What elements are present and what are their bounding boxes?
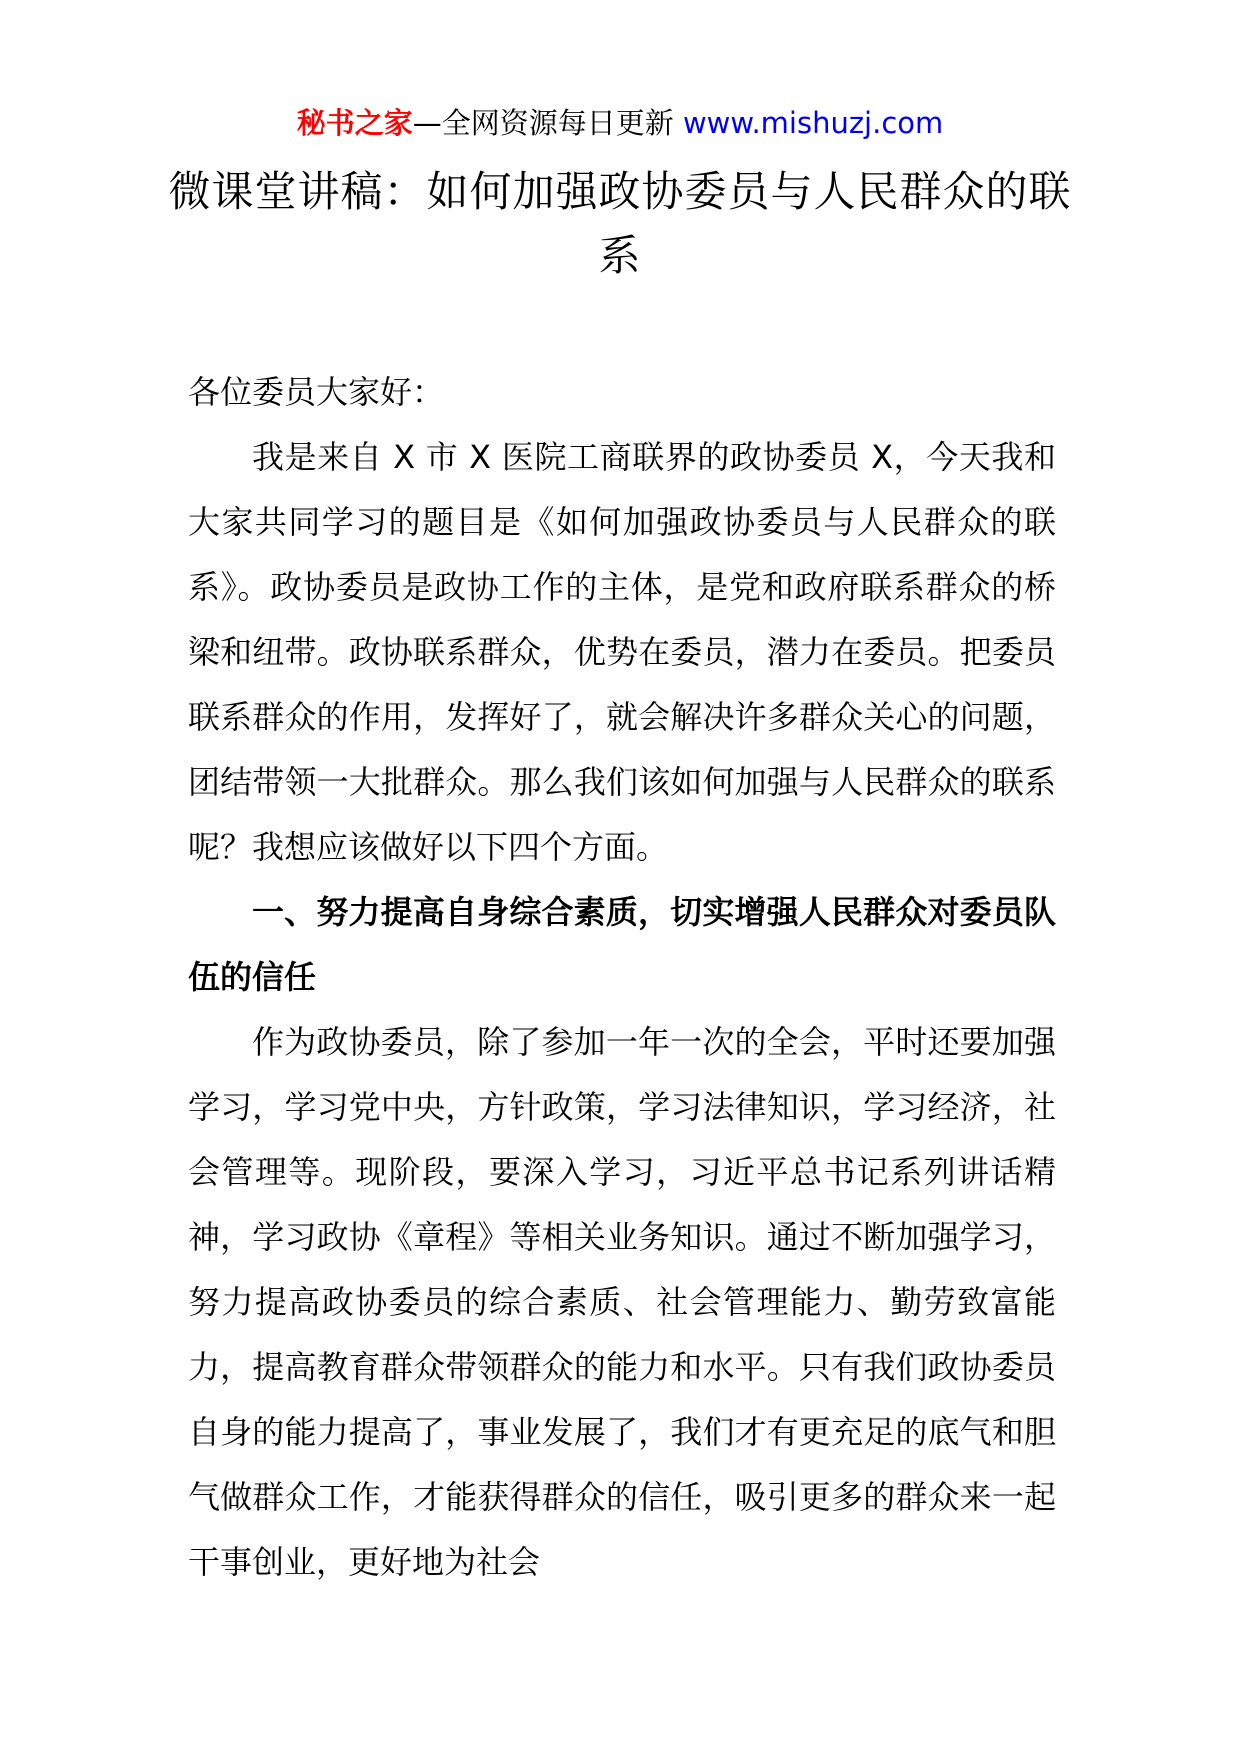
site-header [0,103,1240,143]
header-tagline: —全网资源每日更新 [412,106,683,140]
greeting: 各位委员大家好： [188,373,445,411]
site-url-link[interactable]: www.mishuzj.com [682,106,944,140]
intro-paragraph: 我是来自 X 市 X 医院工商联界的政协委员 X，今天我和大家共同学习的题目是《如何加强政协委员与人民群众的联系》。政协委员是政协工作的主体，是党和政府联系群众的桥梁和纽带。政协联系群众，优势在委员，潜力在委员。把委员联系群众的作用，发挥好了，就会解决许多群众关心的问题，团结带领一大批群众。那么我们该如何加强与人民群众的联系呢？我想应该做好以下四个方面。 [188,438,1056,866]
body-paragraph: 作为政协委员，除了参加一年一次的全会，平时还要加强学习，学习党中央，方针政策，学习法律知识，学习经济，社会管理等。现阶段，要深入学习，习近平总书记系列讲话精神，学习政协《章程》等相关业务知识。通过不断加强学习，努力提高政协委员的综合素质、社会管理能力、勤劳致富能力，提高教育群众带领群众的能力和水平。只有我们政协委员自身的能力提高了，事业发展了，我们才有更充足的底气和胆气做群众工作，才能获得群众的信任，吸引更多的群众来一起干事创业，更好地为社会 [188,1023,1056,1581]
document-title: 微课堂讲稿：如何加强政协委员与人民群众的联系 [168,167,1072,280]
document-body [188,360,1056,1595]
section-heading: 一、努力提高自身综合素质，切实增强人民群众对委员队伍的信任 [188,893,1056,996]
brand-name: 秘书之家 [296,106,413,140]
